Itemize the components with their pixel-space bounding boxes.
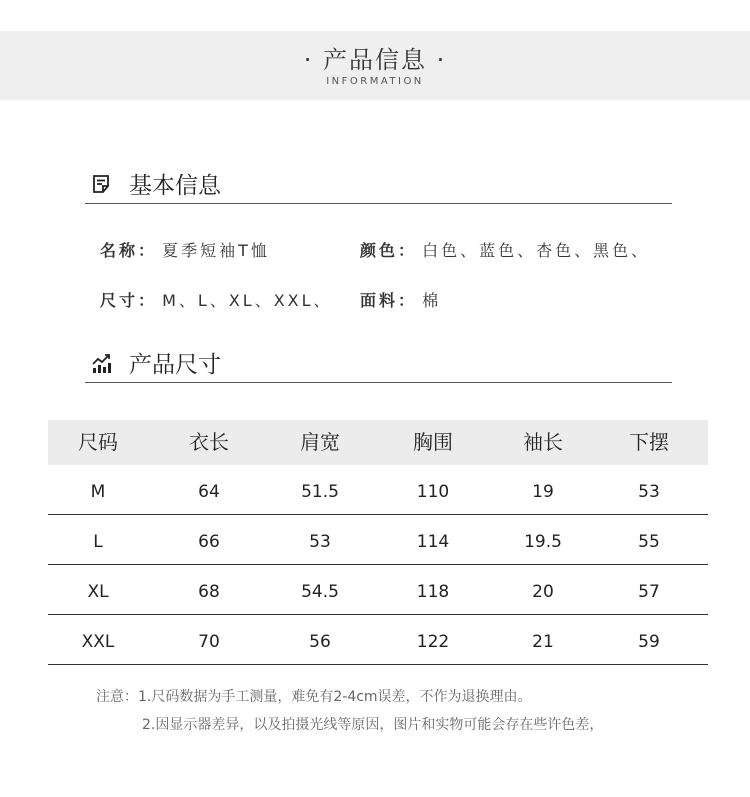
name-value: 夏季短袖T恤	[162, 241, 270, 260]
cell: M	[90, 482, 106, 502]
header-chest: 胸围	[413, 430, 453, 454]
product-size	[100, 288, 333, 311]
cell: 19.5	[524, 532, 562, 552]
cell: 66	[198, 532, 220, 552]
header-sleeve: 袖长	[523, 430, 563, 454]
table-row	[48, 615, 708, 665]
cell: 53	[309, 532, 331, 552]
cell: XL	[87, 582, 109, 602]
cell: 51.5	[301, 482, 339, 502]
cell: 118	[416, 582, 450, 602]
cell: 56	[309, 632, 331, 652]
cell: 64	[198, 482, 220, 502]
note-line-2: 2.因显示器差异，以及拍摄光线等原因，图片和实物可能会存在些许色差，	[142, 717, 604, 733]
size-table-header	[48, 420, 708, 465]
cell: 55	[638, 532, 660, 552]
cell: 114	[416, 532, 450, 552]
cell: 21	[532, 632, 554, 652]
name-label: 名称：	[100, 241, 158, 260]
banner-title: · 产品信息 ·	[303, 46, 447, 74]
table-row	[48, 465, 708, 515]
table-row	[48, 515, 708, 565]
size-label: 尺寸：	[100, 291, 158, 310]
cell: 54.5	[301, 582, 339, 602]
fabric-label: 面料：	[360, 291, 418, 310]
cell: XXL	[81, 632, 115, 652]
color-label: 颜色：	[360, 241, 418, 260]
cell: 122	[416, 632, 450, 652]
product-name	[100, 238, 270, 261]
bar-chart-icon	[91, 352, 113, 374]
fabric-value: 棉	[422, 291, 442, 310]
notebook-icon	[91, 173, 113, 195]
cell: 20	[532, 582, 554, 602]
header-hem: 下摆	[629, 430, 669, 454]
cell: 53	[638, 482, 660, 502]
note-line-1: 注意：1.尺码数据为手工测量，难免有2-4cm误差，不作为退换理由。	[96, 689, 532, 705]
cell: 59	[638, 632, 660, 652]
size-table	[48, 420, 708, 665]
cell: 110	[416, 482, 450, 502]
cell: 68	[198, 582, 220, 602]
cell: 57	[638, 582, 660, 602]
size-section-header	[85, 348, 672, 383]
basic-info-header	[85, 169, 672, 204]
cell: 70	[198, 632, 220, 652]
cell: 19	[532, 482, 554, 502]
banner-subtitle: INFORMATION	[326, 76, 424, 87]
table-row	[48, 565, 708, 615]
size-value: M、L、XL、XXL、	[162, 291, 333, 310]
header-shoulder: 肩宽	[300, 430, 340, 454]
basic-info-title: 基本信息	[129, 173, 221, 199]
info-banner	[0, 31, 750, 100]
header-length: 衣长	[189, 430, 229, 454]
header-size: 尺码	[78, 430, 118, 454]
color-value: 白色、蓝色、杏色、黑色、	[422, 241, 651, 260]
size-section-title: 产品尺寸	[129, 352, 221, 378]
cell: L	[93, 532, 103, 552]
product-color	[360, 238, 650, 261]
product-fabric	[360, 288, 441, 311]
